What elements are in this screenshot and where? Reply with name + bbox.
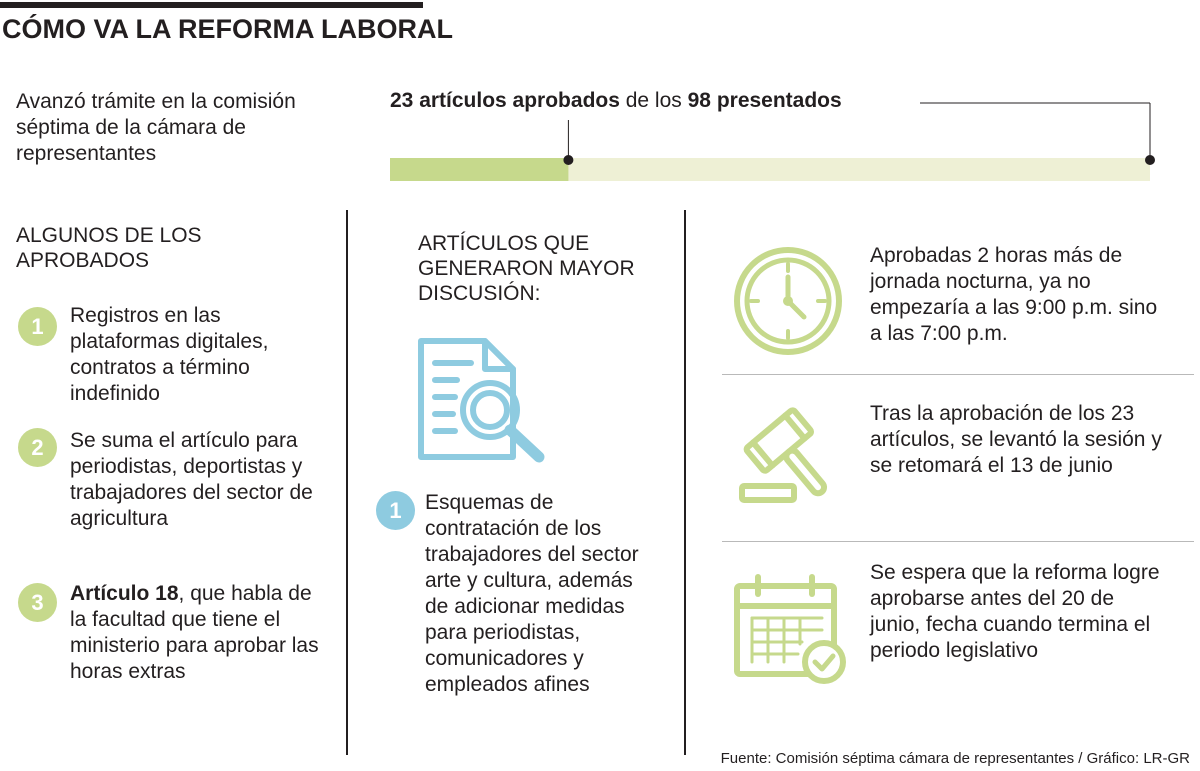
document-search-icon — [415, 335, 550, 465]
progress-bar — [380, 90, 1170, 190]
fact-divider — [722, 541, 1194, 542]
total-count-text: 98 presentados — [687, 89, 842, 112]
column-divider-left — [346, 210, 348, 755]
approved-item-number: 1 — [18, 307, 57, 346]
source-credit: Fuente: Comisión séptima cámara de representantes / Gráfico: LR-GR — [720, 750, 1190, 767]
approved-item-number: 3 — [18, 583, 57, 622]
fact-text: Se espera que la reforma logre aprobarse antes del 20 de junio, fecha cuando termina el periodo legislativo — [870, 561, 1160, 662]
progress-fill — [390, 158, 568, 181]
column-divider-right — [684, 210, 686, 755]
approved-heading: ALGUNOS DE LOS APROBADOS — [16, 224, 202, 272]
discussion-item: Esquemas de contratación de los trabajadores del sector arte y cultura, además de adicionar medidas para periodistas, comunicadores y empleados afines — [425, 491, 639, 696]
approved-item-bold: Artículo 18 — [70, 582, 179, 605]
fact-divider — [722, 374, 1194, 375]
approved-item-text: , que habla de la facultad que tiene el ministerio para aprobar las horas extras — [70, 582, 319, 683]
calendar-check-icon — [732, 572, 847, 687]
approved-marker-dot — [563, 155, 573, 165]
approved-item: Registros en las plataformas digitales, contratos a término indefinido — [70, 304, 269, 405]
approved-item: Se suma el artículo para periodistas, deportistas y trabajadores del sector de agricultura — [70, 429, 313, 530]
approved-item-number: 2 — [18, 428, 57, 467]
page-title: CÓMO VA LA REFORMA LABORAL — [2, 14, 453, 44]
progress-middle-text: de los — [619, 89, 688, 112]
fact-text: Aprobadas 2 horas más de jornada nocturna, ya no empezaría a las 9:00 p.m. sino a las 7:00 p.m. — [870, 244, 1158, 345]
gavel-icon — [736, 400, 846, 510]
approved-count-text: 23 artículos aprobados — [390, 89, 620, 112]
fact-text: Tras la aprobación de los 23 artículos, se levantó la sesión y se retomará el 13 de junio — [870, 402, 1162, 477]
title-rule — [0, 2, 423, 8]
total-marker-dot — [1145, 155, 1155, 165]
intro-text: Avanzó trámite en la comisión séptima de la cámara de representantes — [16, 90, 296, 165]
clock-icon — [732, 245, 844, 357]
discussion-heading: ARTÍCULOS QUE GENERARON MAYOR DISCUSIÓN: — [418, 232, 635, 305]
approved-item — [70, 581, 320, 685]
discussion-item-number: 1 — [376, 491, 415, 530]
